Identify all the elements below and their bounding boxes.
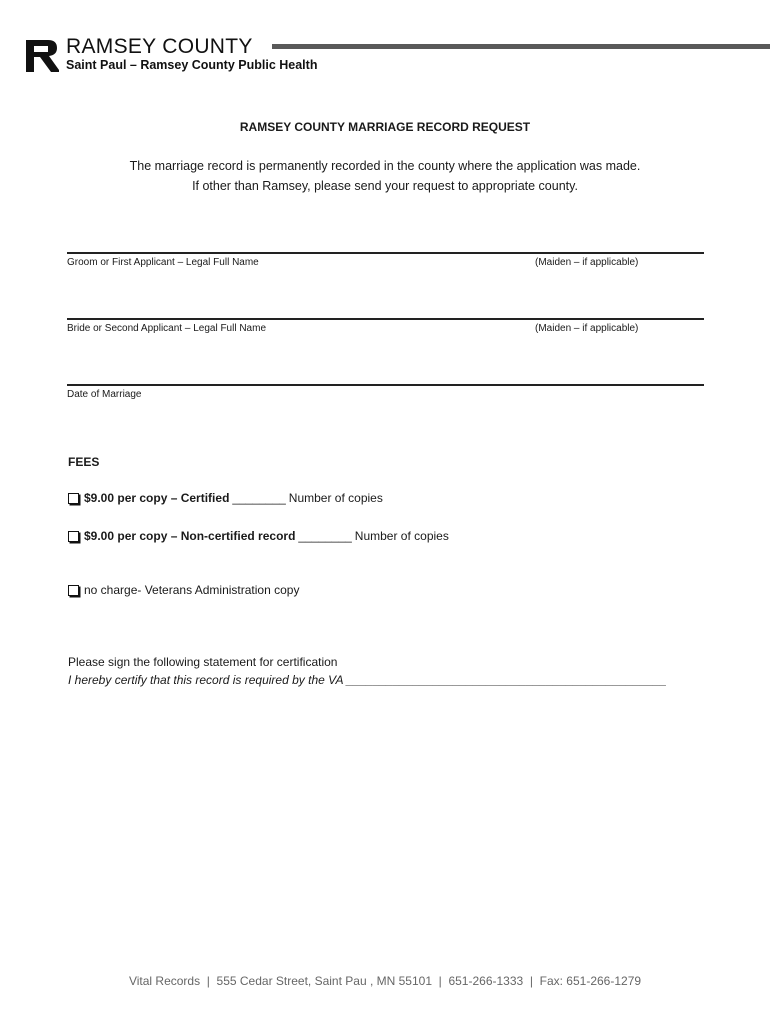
noncertified-copies-label: Number of copies bbox=[354, 529, 449, 543]
certified-checkbox[interactable] bbox=[68, 493, 79, 504]
form-title: RAMSEY COUNTY MARRIAGE RECORD REQUEST bbox=[239, 120, 531, 134]
intro-line-2: If other than Ramsey, please send your request to appropriate county. bbox=[192, 179, 578, 193]
date-of-marriage-field[interactable] bbox=[67, 384, 704, 424]
noncertified-copies-blank[interactable]: ________ bbox=[298, 529, 352, 543]
header bbox=[26, 36, 770, 76]
intro-line-1: The marriage record is permanently recorded in the county where the application was made. bbox=[129, 159, 641, 173]
noncertified-label: $9.00 per copy – Non-certified record bbox=[84, 529, 296, 543]
certification-statement-row bbox=[68, 673, 667, 687]
bride-maiden-label: (Maiden – if applicable) bbox=[535, 323, 639, 334]
groom-name-field[interactable] bbox=[67, 252, 704, 292]
groom-name-label: Groom or First Applicant – Legal Full Name bbox=[67, 257, 259, 268]
veterans-label: no charge- Veterans Administration copy bbox=[84, 583, 300, 597]
header-divider bbox=[272, 44, 770, 49]
signature-blank[interactable]: ________________________________________________ bbox=[346, 673, 667, 687]
fee-certified-option[interactable] bbox=[68, 491, 383, 505]
fee-noncertified-option[interactable] bbox=[68, 529, 449, 543]
brand-name: RAMSEY COUNTY bbox=[66, 35, 253, 58]
brand-subtitle: Saint Paul – Ramsey County Public Health bbox=[66, 58, 318, 72]
groom-maiden-label: (Maiden – if applicable) bbox=[535, 257, 639, 268]
ramsey-county-logo-icon bbox=[26, 40, 60, 72]
form-intro bbox=[0, 156, 770, 196]
bride-name-field[interactable] bbox=[67, 318, 704, 358]
bride-name-label: Bride or Second Applicant – Legal Full Name bbox=[67, 323, 267, 334]
fees-heading: FEES bbox=[68, 455, 100, 469]
noncertified-checkbox[interactable] bbox=[68, 531, 79, 542]
certified-copies-blank[interactable]: ________ bbox=[232, 491, 286, 505]
certification-prompt: Please sign the following statement for certification bbox=[68, 655, 338, 669]
veterans-checkbox[interactable] bbox=[68, 585, 79, 596]
certified-label: $9.00 per copy – Certified bbox=[84, 491, 230, 505]
certified-copies-label: Number of copies bbox=[288, 491, 383, 505]
footer-contact: Vital Records | 555 Cedar Street, Saint Pau , MN 55101 | 651-266-1333 | Fax: 651-266-1279 bbox=[128, 974, 642, 988]
date-of-marriage-label: Date of Marriage bbox=[67, 389, 142, 400]
fee-veterans-option[interactable] bbox=[68, 583, 299, 597]
certification-statement: I hereby certify that this record is required by the VA bbox=[68, 673, 344, 687]
